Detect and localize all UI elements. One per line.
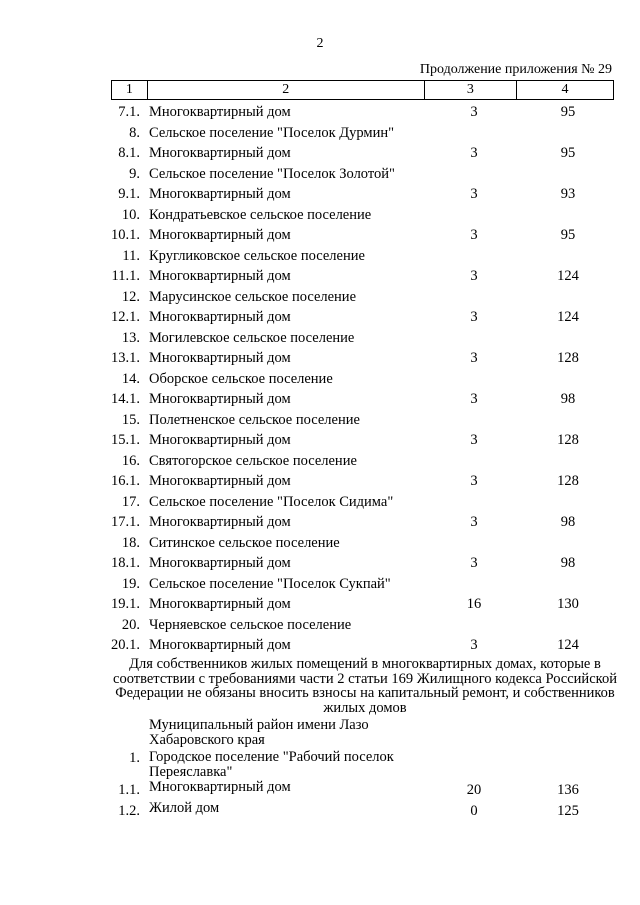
row-value-4: 128 — [557, 350, 579, 366]
row-value-4: 95 — [560, 104, 576, 120]
row-name: Многоквартирный дом — [149, 104, 291, 120]
tail-row-3 — [0, 801, 640, 822]
table-row — [0, 143, 640, 164]
row-value-4: 124 — [557, 268, 579, 284]
row-value-3: 3 — [470, 145, 478, 161]
row-value-3: 0 — [470, 803, 478, 819]
row-name: Многоквартирный дом — [149, 309, 291, 325]
row-number: 20. — [121, 616, 140, 633]
continuation-label: Продолжение приложения № 29 — [419, 62, 612, 77]
row-name: Святогорское сельское поселение — [149, 452, 357, 469]
row-value-3: 3 — [470, 432, 478, 448]
row-name: Городское поселение "Рабочий поселок Переяславка" — [149, 749, 394, 780]
row-value-4: 98 — [560, 555, 576, 571]
table-row — [0, 553, 640, 574]
row-number: 10. — [121, 206, 140, 223]
table-row — [0, 451, 640, 472]
table-row — [0, 205, 640, 226]
table-row — [0, 123, 640, 144]
row-value-4: 98 — [560, 514, 576, 530]
row-number: 20.1. — [111, 637, 140, 653]
row-name: Многоквартирный дом — [149, 145, 291, 161]
row-value-4: 124 — [557, 309, 579, 325]
section-heading: Муниципальный район имени Лазо Хабаровского края — [149, 717, 369, 748]
row-name: Многоквартирный дом — [149, 596, 291, 612]
column-header-table — [111, 80, 614, 100]
row-name: Многоквартирный дом — [149, 350, 291, 366]
row-name: Сельское поселение "Поселок Золотой" — [149, 165, 395, 182]
row-value-3: 16 — [466, 596, 482, 612]
table-row — [0, 574, 640, 595]
row-name: Сельское поселение "Поселок Сидима" — [149, 493, 394, 510]
row-name: Оборское сельское поселение — [149, 370, 333, 387]
row-name: Многоквартирный дом — [149, 432, 291, 448]
note-paragraph: Для собственников жилых помещений в многоквартирных домах, которые в соответствии с требованиями части 2 статьи 169 Жилищного кодекса Российской Федерации не обязаны вносить взносы на капитальный ремонт, и собственников жилых домов — [113, 656, 617, 716]
row-value-3: 3 — [470, 104, 478, 120]
row-number: 15.1. — [111, 432, 140, 448]
row-number: 14.1. — [111, 391, 140, 407]
table-body — [0, 102, 640, 656]
row-name: Многоквартирный дом — [149, 779, 291, 795]
table-row — [0, 512, 640, 533]
row-value-3: 3 — [470, 186, 478, 202]
table-row — [0, 389, 640, 410]
row-number: 7.1. — [118, 104, 140, 120]
row-number: 1. — [129, 750, 140, 766]
row-name: Сельское поселение "Поселок Сукпай" — [149, 575, 391, 592]
table-row — [0, 102, 640, 123]
table-row — [0, 410, 640, 431]
row-value-4: 124 — [557, 637, 579, 653]
column-header-2: 2 — [147, 81, 424, 100]
row-name: Многоквартирный дом — [149, 637, 291, 653]
table-row — [0, 246, 640, 267]
row-name: Кондратьевское сельское поселение — [149, 206, 372, 223]
table-row — [0, 594, 640, 615]
table-row — [0, 328, 640, 349]
column-header-row — [112, 81, 614, 100]
table-row — [0, 184, 640, 205]
row-value-3: 3 — [470, 637, 478, 653]
row-value-3: 20 — [466, 782, 482, 798]
table-row — [0, 164, 640, 185]
table-row — [0, 307, 640, 328]
row-name: Жилой дом — [149, 800, 220, 816]
row-value-3: 3 — [470, 268, 478, 284]
row-number: 19. — [121, 575, 140, 592]
row-number: 13. — [121, 329, 140, 346]
table-row — [0, 369, 640, 390]
row-value-4: 93 — [560, 186, 576, 202]
tail-row-2 — [0, 780, 640, 801]
row-value-3: 3 — [470, 350, 478, 366]
row-number: 10.1. — [111, 227, 140, 243]
row-number: 18. — [121, 534, 140, 551]
row-name: Сельское поселение "Поселок Дурмин" — [149, 124, 395, 141]
row-number: 1.1. — [118, 782, 140, 798]
row-number: 17. — [121, 493, 140, 510]
row-value-3: 3 — [470, 227, 478, 243]
row-number: 11. — [122, 247, 140, 264]
row-number: 9.1. — [118, 186, 140, 202]
column-header-3: 3 — [424, 81, 516, 100]
table-row — [0, 471, 640, 492]
row-number: 17.1. — [111, 514, 140, 530]
row-number: 18.1. — [111, 555, 140, 571]
row-name: Кругликовское сельское поселение — [149, 247, 365, 264]
table-row — [0, 533, 640, 554]
row-number: 12. — [121, 288, 140, 305]
row-value-4: 128 — [557, 432, 579, 448]
row-number: 14. — [121, 370, 140, 387]
row-value-4: 125 — [557, 803, 579, 819]
row-value-3: 3 — [470, 473, 478, 489]
row-number: 16. — [121, 452, 140, 469]
page-number: 2 — [316, 36, 324, 51]
table-row — [0, 492, 640, 513]
row-value-3: 3 — [470, 514, 478, 530]
row-name: Многоквартирный дом — [149, 268, 291, 284]
row-name: Ситинское сельское поселение — [149, 534, 340, 551]
table-row — [0, 635, 640, 656]
row-value-4: 136 — [557, 782, 579, 798]
table-row — [0, 287, 640, 308]
row-name: Многоквартирный дом — [149, 391, 291, 407]
row-number: 8. — [129, 124, 140, 141]
row-number: 19.1. — [111, 596, 140, 612]
row-number: 13.1. — [111, 350, 140, 366]
column-header-1: 1 — [112, 81, 148, 100]
table-row — [0, 615, 640, 636]
row-value-3: 3 — [470, 391, 478, 407]
row-name: Могилевское сельское поселение — [149, 329, 355, 346]
row-name: Многоквартирный дом — [149, 514, 291, 530]
row-number: 16.1. — [111, 473, 140, 489]
row-name: Многоквартирный дом — [149, 473, 291, 489]
row-value-4: 128 — [557, 473, 579, 489]
table-row — [0, 348, 640, 369]
row-number: 11.1. — [111, 268, 140, 284]
row-name: Многоквартирный дом — [149, 186, 291, 202]
table-row — [0, 266, 640, 287]
row-name: Многоквартирный дом — [149, 555, 291, 571]
row-value-4: 95 — [560, 145, 576, 161]
column-header-4: 4 — [516, 81, 613, 100]
row-name: Многоквартирный дом — [149, 227, 291, 243]
row-number: 9. — [129, 165, 140, 182]
row-number: 15. — [121, 411, 140, 428]
row-value-4: 130 — [557, 596, 579, 612]
table-row — [0, 430, 640, 451]
row-value-4: 98 — [560, 391, 576, 407]
row-number: 12.1. — [111, 309, 140, 325]
row-name: Марусинское сельское поселение — [149, 288, 357, 305]
table-row — [0, 225, 640, 246]
row-value-4: 95 — [560, 227, 576, 243]
row-name: Полетненское сельское поселение — [149, 411, 360, 428]
row-value-3: 3 — [470, 555, 478, 571]
row-value-3: 3 — [470, 309, 478, 325]
row-name: Черняевское сельское поселение — [149, 616, 352, 633]
row-number: 8.1. — [118, 145, 140, 161]
row-number: 1.2. — [118, 803, 140, 819]
